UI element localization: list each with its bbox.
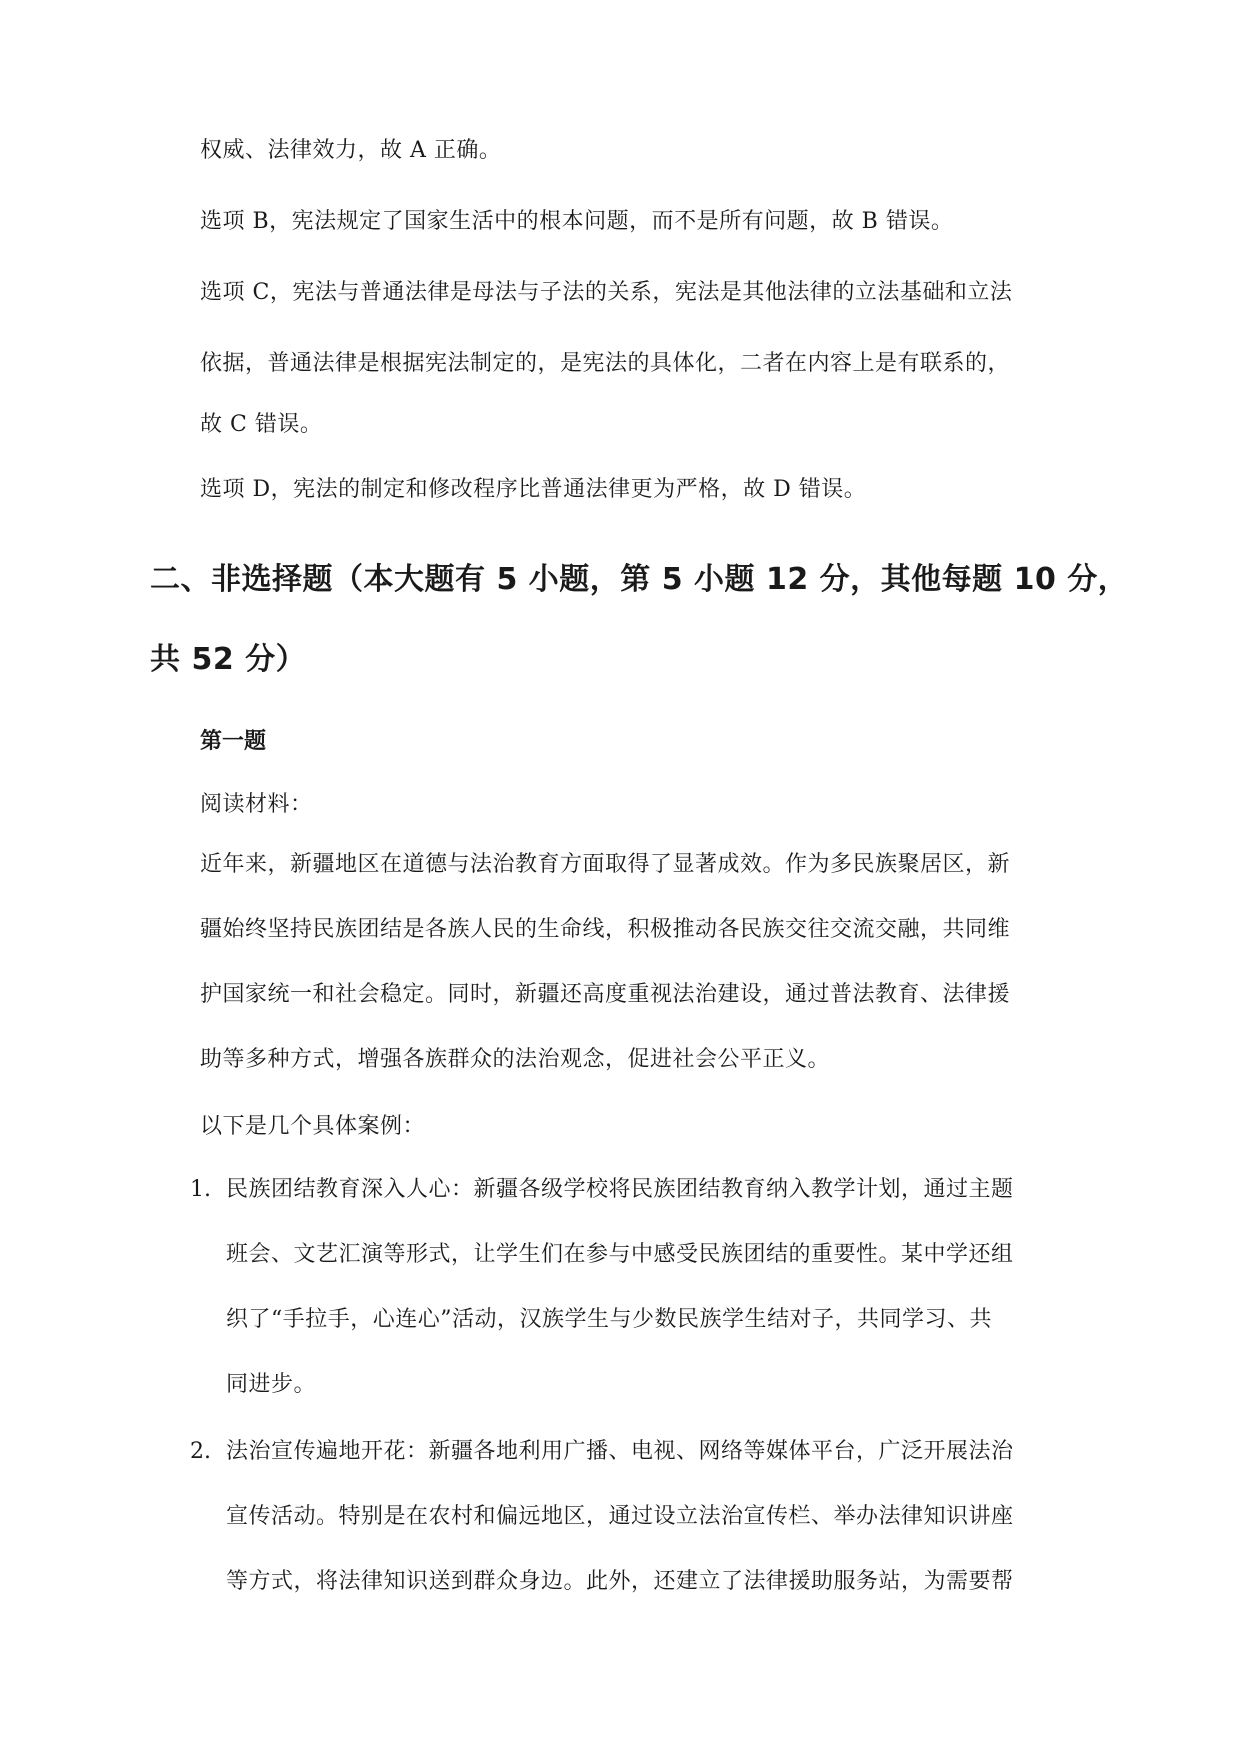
section-heading-line1: 二、非选择题（本大题有 5 小题，第 5 小题 12 分，其他每题 10 分， — [150, 562, 1129, 597]
question-title: 第一题 — [200, 729, 267, 754]
section-heading-line2: 共 52 分） — [150, 642, 307, 677]
list-item-line: 织了“手拉手，心连心”活动，汉族学生与少数民族学生结对子，共同学习、共 — [226, 1307, 992, 1332]
list-item-line: 班会、文艺汇演等形式，让学生们在参与中感受民族团结的重要性。某中学还组 — [226, 1242, 1014, 1267]
read-material-label: 阅读材料： — [200, 792, 313, 817]
list-item-line: 民族团结教育深入人心：新疆各级学校将民族团结教育纳入教学计划，通过主题 — [226, 1177, 1014, 1202]
list-item-line: 宣传活动。特别是在农村和偏远地区，通过设立法治宣传栏、举办法律知识讲座 — [226, 1504, 1014, 1529]
analysis-option-d: 选项 D，宪法的制定和修改程序比普通法律更为严格，故 D 错误。 — [200, 477, 867, 502]
analysis-option-b: 选项 B，宪法规定了国家生活中的根本问题，而不是所有问题，故 B 错误。 — [200, 209, 954, 234]
analysis-option-c-line3: 故 C 错误。 — [200, 412, 323, 437]
list-item-line: 同进步。 — [226, 1372, 317, 1397]
analysis-option-c-line2: 依据，普通法律是根据宪法制定的，是宪法的具体化，二者在内容上是有联系的， — [200, 351, 1011, 376]
material-para-line: 近年来，新疆地区在道德与法治教育方面取得了显著成效。作为多民族聚居区，新 — [200, 852, 1011, 877]
list-item-line: 法治宣传遍地开花：新疆各地利用广播、电视、网络等媒体平台，广泛开展法治 — [226, 1439, 1014, 1464]
material-para-line: 护国家统一和社会稳定。同时，新疆还高度重视法治建设，通过普法教育、法律援 — [200, 982, 1011, 1007]
material-para-line: 助等多种方式，增强各族群众的法治观念，促进社会公平正义。 — [200, 1047, 831, 1072]
analysis-option-c-line1: 选项 C，宪法与普通法律是母法与子法的关系，宪法是其他法律的立法基础和立法 — [200, 280, 1013, 305]
list-item-number: 2. — [190, 1439, 211, 1464]
analysis-line-a: 权威、法律效力，故 A 正确。 — [200, 138, 502, 163]
list-item-number: 1. — [190, 1177, 211, 1202]
cases-intro: 以下是几个具体案例： — [200, 1114, 426, 1139]
material-para-line: 疆始终坚持民族团结是各族人民的生命线，积极推动各民族交往交流交融，共同维 — [200, 917, 1011, 942]
list-item-line: 等方式，将法律知识送到群众身边。此外，还建立了法律援助服务站，为需要帮 — [226, 1569, 1014, 1594]
